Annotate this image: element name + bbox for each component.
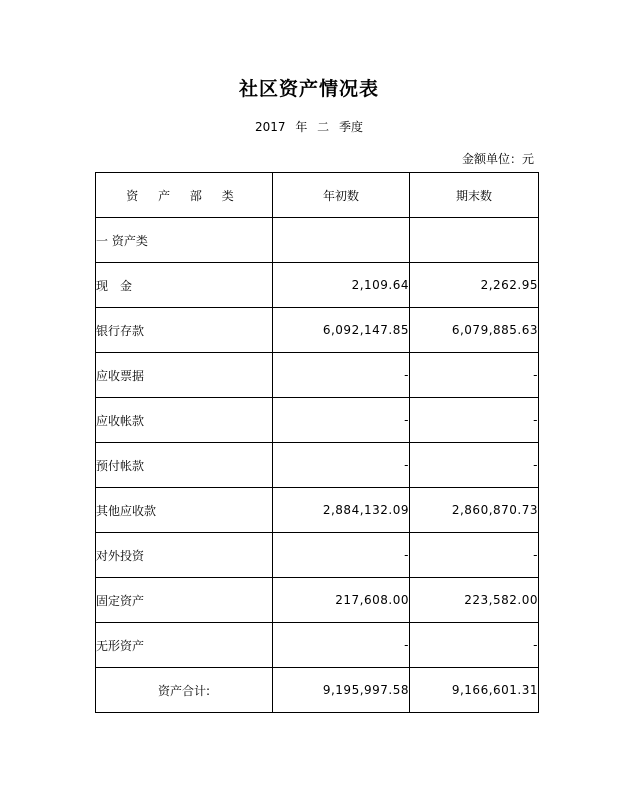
table-row: [96, 533, 539, 578]
row-label: 现 金: [96, 263, 273, 308]
period-year: 2017: [254, 120, 286, 134]
total-row: [96, 668, 539, 713]
header-begin-value: 年初数: [273, 173, 410, 218]
row-begin-value: 2,884,132.09: [273, 488, 410, 533]
row-begin-value: -: [273, 398, 410, 443]
row-label: 预付帐款: [96, 443, 273, 488]
table-row: [96, 623, 539, 668]
section-row: [96, 218, 539, 263]
section-label: 一 资产类: [96, 218, 273, 263]
total-end-value: 9,166,601.31: [410, 668, 539, 713]
table-header-row: [96, 173, 539, 218]
row-begin-value: 217,608.00: [273, 578, 410, 623]
row-label: 其他应收款: [96, 488, 273, 533]
row-begin-value: -: [273, 353, 410, 398]
table-row: [96, 353, 539, 398]
row-begin-value: 6,092,147.85: [273, 308, 410, 353]
asset-table: [95, 172, 539, 713]
row-label: 应收帐款: [96, 398, 273, 443]
row-end-value: 2,860,870.73: [410, 488, 539, 533]
period-quarter: 二: [317, 120, 330, 134]
table-row: [96, 398, 539, 443]
row-label: 银行存款: [96, 308, 273, 353]
amount-unit-label: 金额单位：元: [461, 152, 534, 166]
table-row: [96, 488, 539, 533]
row-begin-value: -: [273, 623, 410, 668]
empty-cell: [410, 218, 539, 263]
total-label: 资产合计:: [96, 668, 273, 713]
page-title: 社区资产情况表: [238, 78, 379, 100]
row-label: 无形资产: [96, 623, 273, 668]
row-begin-value: 2,109.64: [273, 263, 410, 308]
row-end-value: 6,079,885.63: [410, 308, 539, 353]
row-end-value: -: [410, 353, 539, 398]
row-label: 应收票据: [96, 353, 273, 398]
period-quarter-unit: 季度: [339, 120, 364, 134]
table-row: [96, 263, 539, 308]
table-row: [96, 578, 539, 623]
table-row: [96, 308, 539, 353]
row-end-value: -: [410, 398, 539, 443]
row-end-value: 223,582.00: [410, 578, 539, 623]
report-period: [0, 118, 618, 135]
total-begin-value: 9,195,997.58: [273, 668, 410, 713]
empty-cell: [273, 218, 410, 263]
row-begin-value: -: [273, 443, 410, 488]
period-year-unit: 年: [295, 120, 308, 134]
row-end-value: 2,262.95: [410, 263, 539, 308]
row-end-value: -: [410, 623, 539, 668]
row-label: 固定资产: [96, 578, 273, 623]
row-end-value: -: [410, 533, 539, 578]
row-begin-value: -: [273, 533, 410, 578]
row-end-value: -: [410, 443, 539, 488]
header-end-value: 期末数: [410, 173, 539, 218]
row-label: 对外投资: [96, 533, 273, 578]
header-category: 资 产 部 类: [96, 173, 273, 218]
table-row: [96, 443, 539, 488]
